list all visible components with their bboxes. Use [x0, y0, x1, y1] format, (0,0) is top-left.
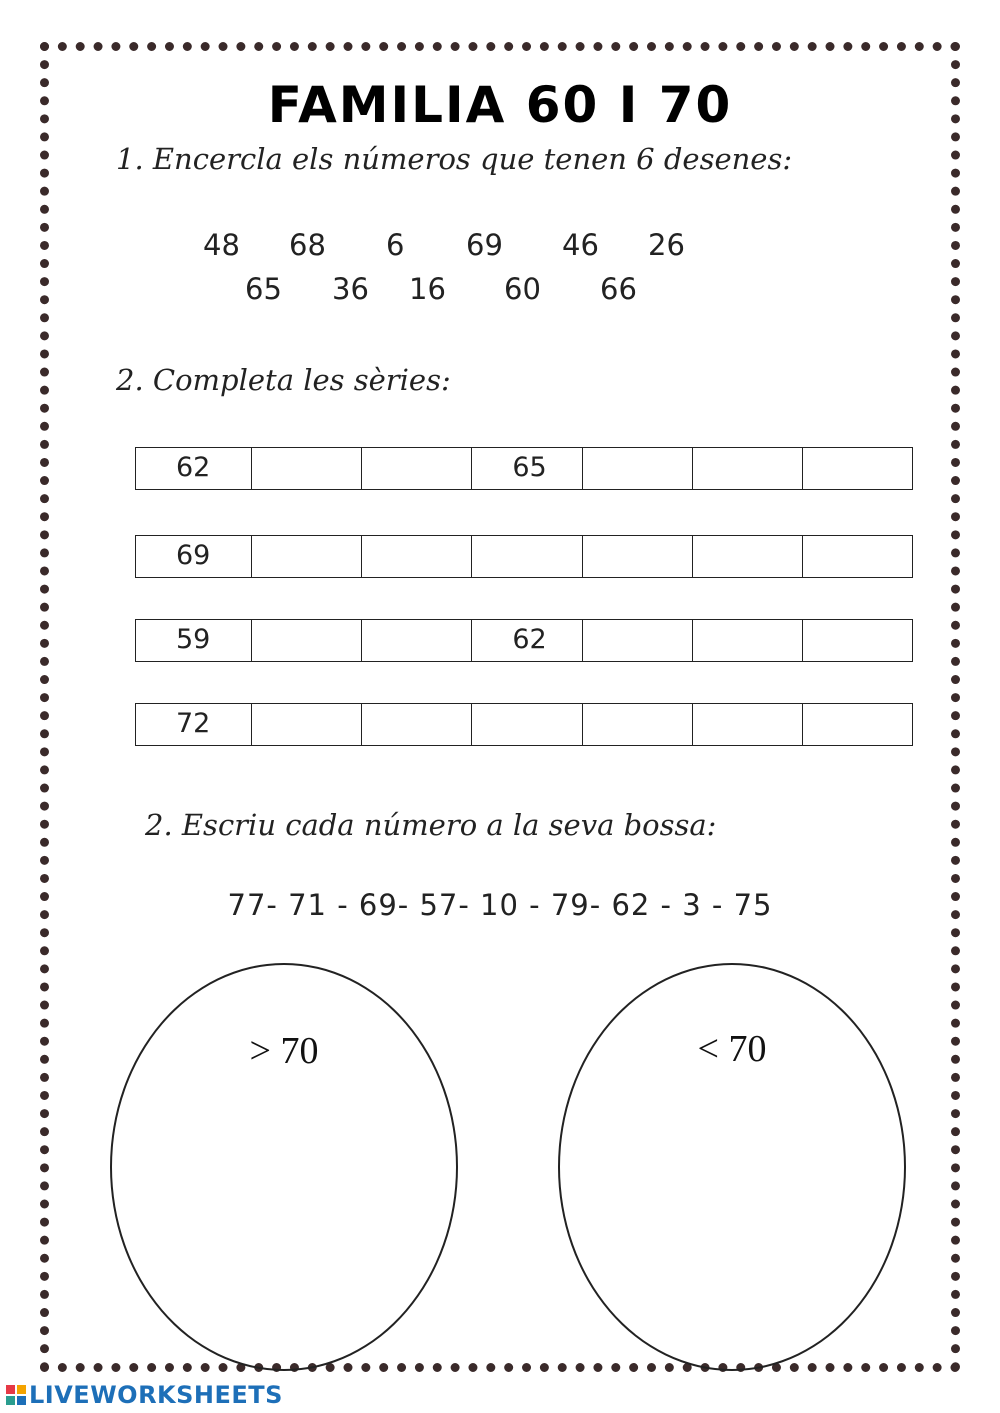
liveworksheets-logo	[6, 1380, 283, 1410]
bag-less-than-70[interactable]	[558, 963, 906, 1371]
logo-icon	[6, 1385, 26, 1405]
series-cell-input[interactable]	[582, 448, 692, 489]
series-cell-input[interactable]	[692, 448, 802, 489]
series-cell-input[interactable]	[802, 536, 912, 577]
logo-square	[6, 1385, 15, 1394]
series-cell: 62	[471, 620, 581, 661]
series-cell-input[interactable]	[251, 620, 361, 661]
ex1-number[interactable]: 48	[203, 228, 240, 262]
series-cell-input[interactable]	[361, 704, 471, 745]
series-cell-input[interactable]	[251, 448, 361, 489]
ex1-number[interactable]: 69	[466, 228, 503, 262]
ex1-number[interactable]: 66	[600, 272, 637, 306]
series-cell-input[interactable]	[802, 620, 912, 661]
ex1-number[interactable]: 46	[562, 228, 599, 262]
series-cell-input[interactable]	[471, 704, 581, 745]
exercise-2-instruction: 2. Completa les sèries:	[116, 363, 451, 397]
series-cell-input[interactable]	[582, 620, 692, 661]
series-row	[135, 535, 913, 578]
series-cell: 65	[471, 448, 581, 489]
logo-square	[17, 1385, 26, 1394]
series-cell-input[interactable]	[471, 536, 581, 577]
bag-label: < 70	[697, 1028, 767, 1070]
series-cell-input[interactable]	[692, 704, 802, 745]
numbers-to-sort: 77- 71 - 69- 57- 10 - 79- 62 - 3 - 75	[227, 888, 773, 922]
series-cell-input[interactable]	[802, 704, 912, 745]
series-cell-input[interactable]	[361, 448, 471, 489]
series-cell-input[interactable]	[361, 620, 471, 661]
ex1-number[interactable]: 60	[504, 272, 541, 306]
series-cell-input[interactable]	[251, 536, 361, 577]
series-row	[135, 703, 913, 746]
ex1-number[interactable]: 36	[332, 272, 369, 306]
series-cell-input[interactable]	[361, 536, 471, 577]
series-cell-input[interactable]	[251, 704, 361, 745]
series-cell: 62	[176, 452, 211, 483]
ex1-number[interactable]: 16	[409, 272, 446, 306]
series-cell: 69	[176, 540, 211, 571]
series-cell-input[interactable]	[692, 536, 802, 577]
page-title: FAMILIA 60 I 70	[267, 76, 733, 134]
series-cell-input[interactable]	[692, 620, 802, 661]
ex1-number[interactable]: 26	[648, 228, 685, 262]
exercise-1-instruction: 1. Encercla els números que tenen 6 desenes:	[116, 142, 793, 176]
series-row	[135, 619, 913, 662]
series-cell: 72	[176, 708, 211, 739]
ex1-number[interactable]: 65	[245, 272, 282, 306]
ex1-number[interactable]: 68	[289, 228, 326, 262]
series-cell-input[interactable]	[582, 704, 692, 745]
series-cell-input[interactable]	[802, 448, 912, 489]
logo-square	[17, 1396, 26, 1405]
bag-greater-than-70[interactable]	[110, 963, 458, 1371]
series-cell-input[interactable]	[582, 536, 692, 577]
series-cell: 59	[176, 624, 211, 655]
ex1-number[interactable]: 6	[386, 228, 405, 262]
exercise-3-instruction: 2. Escriu cada número a la seva bossa:	[145, 808, 717, 842]
logo-square	[6, 1396, 15, 1405]
logo-text: LIVEWORKSHEETS	[29, 1381, 283, 1409]
series-row	[135, 447, 913, 490]
bag-label: > 70	[249, 1030, 319, 1072]
